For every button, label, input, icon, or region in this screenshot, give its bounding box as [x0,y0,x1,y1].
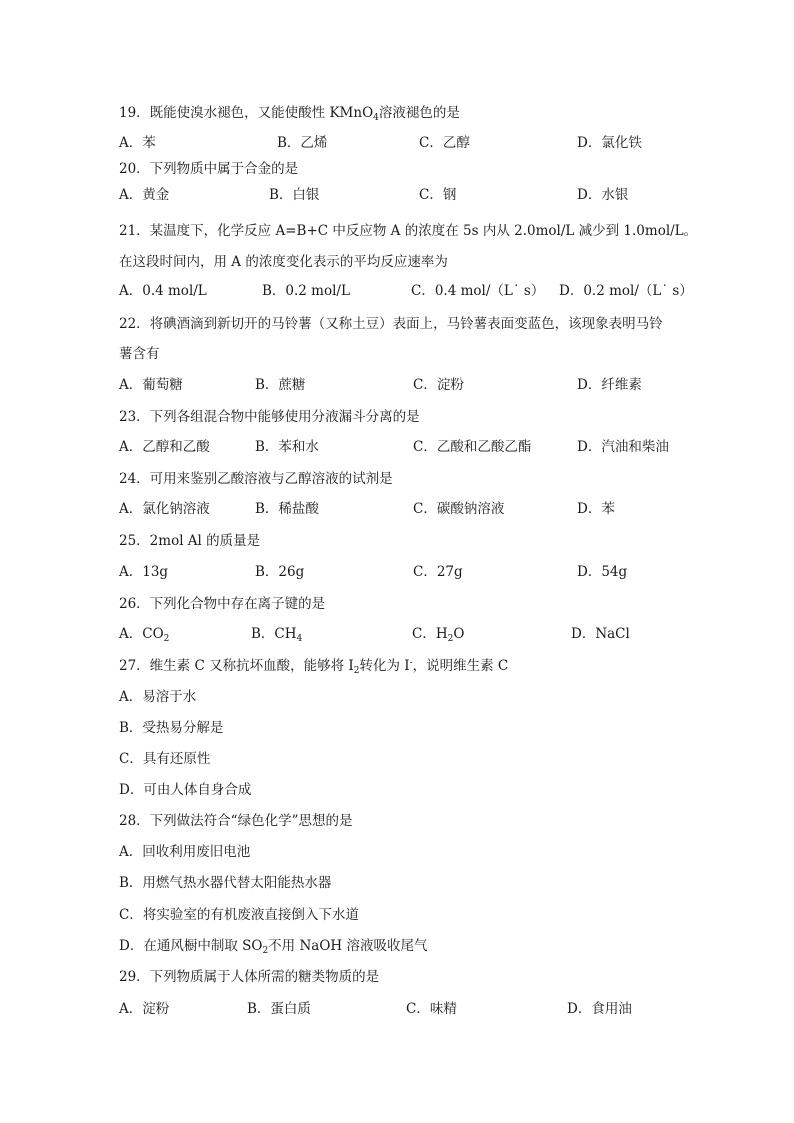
text-segment: D．在通风橱中制取 SO [119,938,263,954]
text-segment: D．苯 [577,501,615,517]
answer-option [419,134,470,152]
text-segment: C．淀粉 [413,377,464,393]
answer-option [119,282,207,300]
text-segment: C．H [412,626,448,642]
text-segment: C．钢 [419,187,457,203]
text-segment: D．食用油 [567,1001,632,1017]
answer-option [255,563,304,581]
text-segment: B．稀盐酸 [255,501,319,517]
text-segment: A．苯 [119,135,156,151]
answer-option [119,750,679,768]
text-segment: B．白银 [269,187,320,203]
answer-option [119,500,210,518]
question-stem [119,968,679,986]
text-segment: D．汽油和柴油 [577,439,669,455]
text-segment: O [453,626,465,642]
answer-option [567,1000,632,1018]
text-segment: A．CO [119,626,164,642]
question-stem [119,657,679,675]
answer-option [277,134,327,152]
answer-option [119,906,679,924]
answer-option [119,563,168,581]
question-stem [119,595,679,613]
text-segment: C．具有还原性 [119,751,211,767]
question-stem [119,470,679,488]
text-segment: ，说明维生素 C [412,658,509,674]
answer-option [413,376,464,394]
options-row [119,134,679,152]
text-segment: B．0.2 mol/L [262,283,350,299]
options-row [119,1000,679,1018]
answer-option [119,376,183,394]
answer-option [412,625,464,643]
subscript: 4 [373,113,379,123]
text-segment: D．水银 [577,187,629,203]
subscript: 2 [353,666,360,676]
answer-option [577,500,615,518]
answer-option [411,282,544,300]
text-segment: A．黄金 [119,187,170,203]
subscript: 2 [447,634,454,644]
answer-option [577,186,628,204]
text-segment: 25．2mol Al 的质量是 [119,533,261,549]
text-segment: A．回收利用废旧电池 [119,844,251,860]
text-segment: 溶液褪色的是 [378,105,460,121]
text-segment: 19．既能使溴水褪色，又能使酸性 KMnO [119,105,374,121]
text-segment: 29．下列物质属于人体所需的糖类物质的是 [119,969,380,985]
answer-option [255,438,319,456]
question-stem [119,253,679,271]
text-segment: D．54g [577,564,628,580]
text-segment: C．27g [413,564,463,580]
subscript: 2 [163,634,170,644]
text-segment: A．乙醇和乙酸 [119,439,210,455]
answer-option [119,874,679,892]
text-segment: 27．维生素 C 又称抗坏血酸，能够将 I [119,658,354,674]
answer-option [119,1000,169,1018]
answer-option [255,376,305,394]
text-segment: D．纤维素 [577,377,642,393]
answer-option [406,1000,457,1018]
text-segment: A．淀粉 [119,1001,170,1017]
text-segment: C．碳酸钠溶液 [413,501,505,517]
answer-option [419,186,456,204]
text-segment: 22．将碘酒滴到新切开的马铃薯（又称土豆）表面上，马铃薯表面变蓝色，该现象表明马铃 [119,316,663,332]
options-row [119,625,679,643]
text-segment: 在这段时间内，用 A 的浓度变化表示的平均反应速率为 [119,254,448,270]
text-segment: B．用燃气热水器代替太阳能热水器 [119,875,332,891]
options-row [119,282,693,300]
text-segment: A．氯化钠溶液 [119,501,210,517]
answer-option [119,186,169,204]
question-stem [119,160,679,178]
answer-option [119,625,169,643]
text-segment: B．蔗糖 [255,377,306,393]
answer-option [251,625,302,643]
options-row [119,500,679,518]
answer-option [269,186,319,204]
text-segment: C．乙醇 [419,135,470,151]
answer-option [119,781,679,799]
text-segment: D．可由人体自身合成 [119,782,252,798]
answer-option [119,843,679,861]
text-segment: A．易溶于水 [119,689,197,705]
options-row [119,438,679,456]
answer-option [577,134,642,152]
answer-option [571,625,630,643]
text-segment: B．26g [255,564,305,580]
text-segment: B．CH [251,626,297,642]
question-stem [119,345,679,363]
text-segment: B．蛋白质 [247,1001,311,1017]
text-segment: C．0.4 mol/（L˙ s） [411,283,545,299]
question-stem [119,315,679,333]
text-segment: D．NaCl [571,626,630,642]
answer-option [577,438,669,456]
text-segment: D．0.2 mol/（L˙ s） [559,283,693,299]
answer-option [413,563,463,581]
answer-option [413,438,531,456]
answer-option [262,282,350,300]
options-row [119,563,679,581]
text-segment: 20．下列物质中属于合金的是 [119,161,299,177]
text-segment: 24．可用来鉴别乙酸溶液与乙醇溶液的试剂是 [119,471,393,487]
superscript: - [409,658,413,668]
answer-option [119,719,679,737]
question-stem [119,104,679,122]
text-segment: C．味精 [406,1001,457,1017]
answer-option [119,134,156,152]
answer-option [413,500,504,518]
text-segment: A．0.4 mol/L [119,283,207,299]
question-stem [119,408,679,426]
text-segment: D．氯化铁 [577,135,642,151]
options-row [119,186,679,204]
text-segment: 转化为 I [359,658,410,674]
question-stem [119,222,698,240]
answer-option [577,376,642,394]
text-segment: 23．下列各组混合物中能够使用分液漏斗分离的是 [119,409,420,425]
text-segment: 21．某温度下，化学反应 A=B+C 中反应物 A 的浓度在 5s 内从 2.0mol/L 减少到 1.0mol/L。 [119,223,698,239]
text-segment: 薯含有 [119,346,160,362]
options-row [119,376,679,394]
subscript: 2 [262,946,269,956]
text-segment: C．乙酸和乙酸乙酯 [413,439,532,455]
answer-option [119,438,210,456]
text-segment: B．乙烯 [277,135,328,151]
answer-option [247,1000,311,1018]
answer-option [559,282,693,300]
text-segment: 28．下列做法符合“绿色化学”思想的是 [119,813,353,829]
question-stem [119,532,679,550]
answer-option [119,688,679,706]
text-segment: 26．下列化合物中存在离子键的是 [119,596,326,612]
answer-option [119,937,679,955]
text-segment: C．将实验室的有机废液直接倒入下水道 [119,907,359,923]
text-segment: A．13g [119,564,169,580]
text-segment: A．葡萄糖 [119,377,183,393]
question-stem [119,812,679,830]
text-segment: B．受热易分解是 [119,720,224,736]
answer-option [255,500,319,518]
text-segment: 不用 NaOH 溶液吸收尾气 [268,938,428,954]
text-segment: B．苯和水 [255,439,319,455]
subscript: 4 [296,634,303,644]
answer-option [577,563,627,581]
